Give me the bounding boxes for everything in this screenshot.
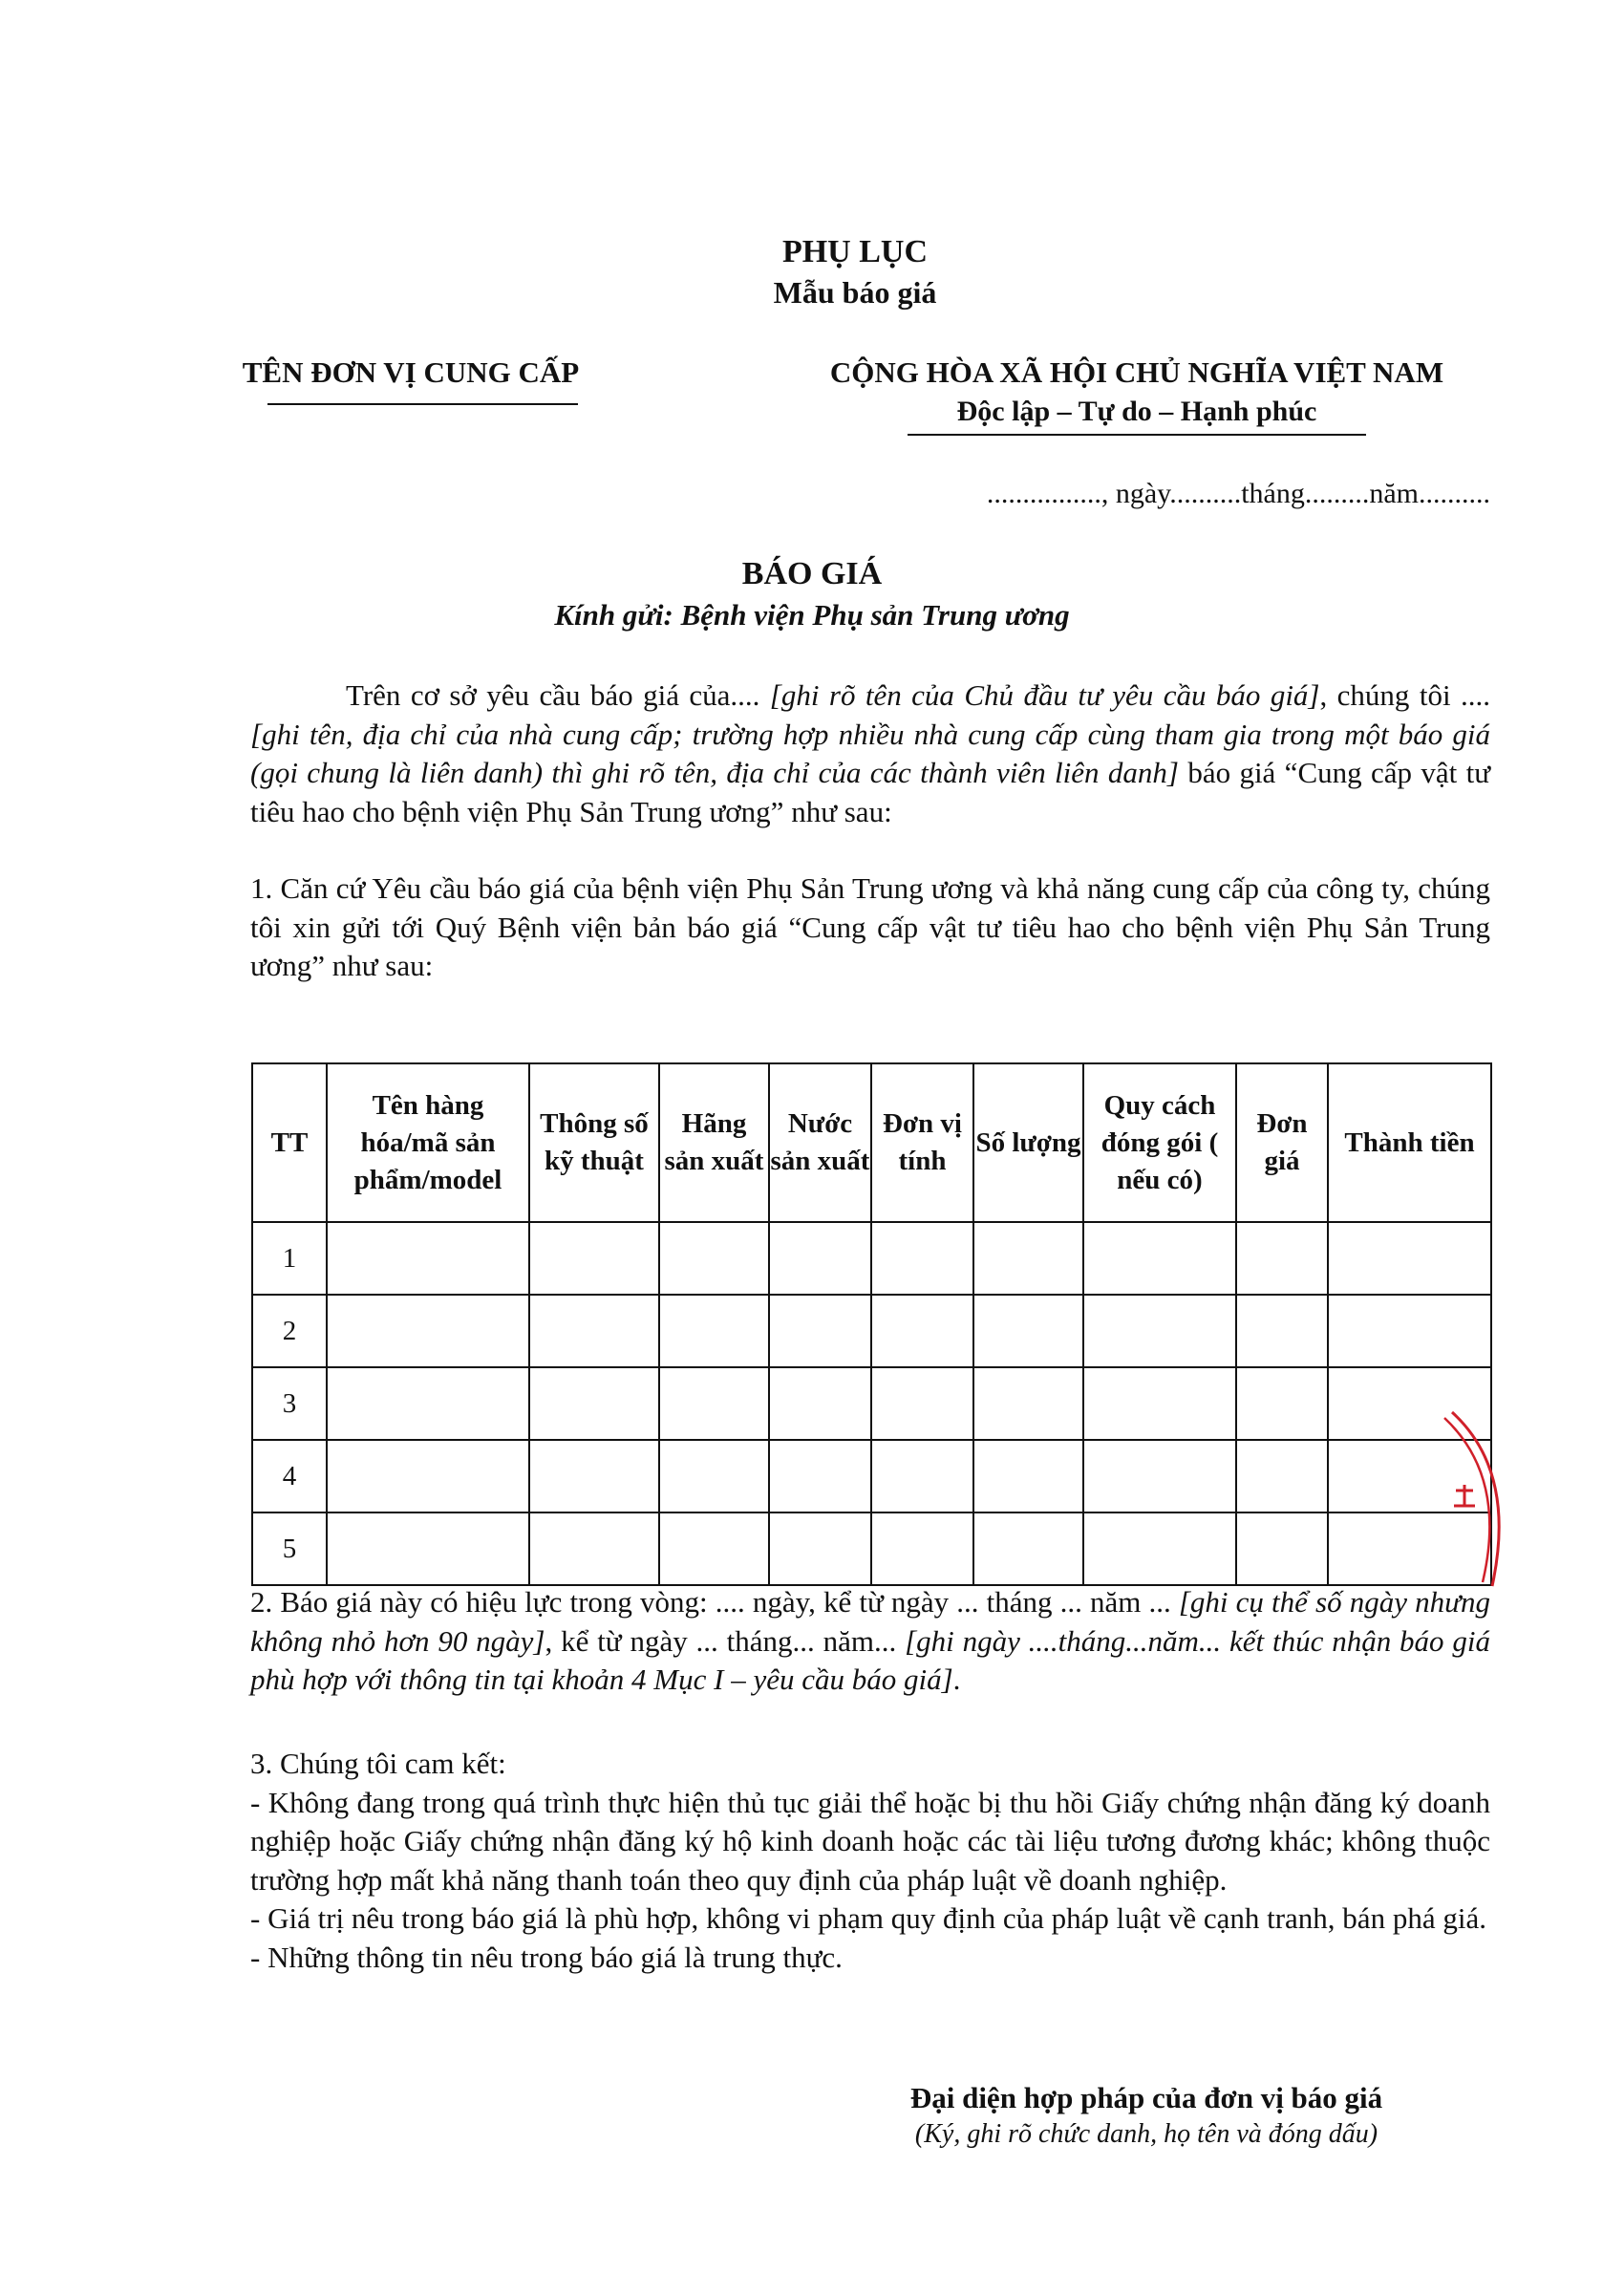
- intro-text-3: báo giá “Cung cấp vật tư tiêu hao cho bệnh viện Phụ Sản Trung ương” như sau:: [250, 756, 1491, 828]
- cell-unit[interactable]: [871, 1367, 973, 1440]
- row-number: 3: [252, 1367, 327, 1440]
- cell-packaging[interactable]: [1083, 1440, 1236, 1512]
- country-name: CỘNG HÒA XÃ HỘI CHỦ NGHĨA VIỆT NAM: [829, 355, 1444, 389]
- cell-manufacturer[interactable]: [659, 1440, 769, 1512]
- validity-text-3: .: [952, 1663, 961, 1696]
- red-seal-stamp-icon: [1433, 1405, 1519, 1596]
- supplier-underline: [267, 403, 578, 405]
- supplier-label: TÊN ĐƠN VỊ CUNG CẤP: [242, 355, 580, 389]
- cell-packaging[interactable]: [1083, 1295, 1236, 1367]
- cell-specs[interactable]: [529, 1367, 659, 1440]
- header-cell-tt: TT: [252, 1063, 327, 1222]
- commitment-item: - Không đang trong quá trình thực hiện thủ tục giải thể hoặc bị thu hồi Giấy chứng nhận đăng ký doanh nghiệp hoặc Giấy chứng nhận đăng ký hộ kinh doanh hoặc các tài liệu tương đương khác; không thuộc trường hợp mất khả năng thanh toán theo quy định của pháp luật về doanh nghiệp.: [250, 1785, 1490, 1897]
- cell-packaging[interactable]: [1083, 1367, 1236, 1440]
- commitments-heading: 3. Chúng tôi cam kết:: [250, 1747, 506, 1780]
- commitment-item: - Những thông tin nêu trong báo giá là trung thực.: [250, 1940, 843, 1974]
- cell-specs[interactable]: [529, 1295, 659, 1367]
- intro-placeholder-supplier: [ghi tên, địa chỉ của nhà cung cấp; trường hợp nhiều nhà cung cấp cùng tham gia trong một báo giá (gọi chung là liên danh) thì ghi rõ tên, địa chỉ của các thành viên liên danh]: [250, 717, 1490, 789]
- recipient-line: Kính gửi: Bệnh viện Phụ sản Trung ương: [554, 598, 1070, 632]
- cell-product-name[interactable]: [327, 1367, 529, 1440]
- header-cell-total: Thành tiền: [1328, 1063, 1491, 1222]
- table-row: [252, 1512, 1491, 1585]
- section-2-paragraph: [250, 1583, 1490, 1700]
- validity-placeholder-date: [ghi ngày ....tháng...năm... kết thúc nhận báo giá phù hợp với thông tin tại khoản 4 Mục I – yêu cầu báo giá]: [250, 1623, 1490, 1696]
- validity-placeholder-days: [ghi cụ thể số ngày nhưng không nhỏ hơn 90 ngày]: [250, 1585, 1490, 1658]
- intro-text-2: , chúng tôi ....: [1319, 678, 1490, 712]
- signature-note: (Ký, ghi rõ chức danh, họ tên và đóng dấu): [914, 2119, 1378, 2149]
- table-header-row: [252, 1063, 1491, 1222]
- cell-manufacturer[interactable]: [659, 1367, 769, 1440]
- header-cell-specs: Thông số kỹ thuật: [529, 1063, 659, 1222]
- cell-unit-price[interactable]: [1236, 1222, 1328, 1295]
- row-number: 4: [252, 1440, 327, 1512]
- cell-unit-price[interactable]: [1236, 1440, 1328, 1512]
- cell-country[interactable]: [769, 1512, 871, 1585]
- signature-title: Đại diện hợp pháp của đơn vị báo giá: [909, 2081, 1383, 2114]
- cell-total[interactable]: [1328, 1295, 1491, 1367]
- intro-placeholder-investor: [ghi rõ tên của Chủ đầu tư yêu cầu báo giá]: [759, 678, 1320, 712]
- cell-unit-price[interactable]: [1236, 1512, 1328, 1585]
- national-motto: Độc lập – Tự do – Hạnh phúc: [956, 396, 1317, 427]
- cell-specs[interactable]: [529, 1222, 659, 1295]
- cell-unit-price[interactable]: [1236, 1367, 1328, 1440]
- cell-manufacturer[interactable]: [659, 1295, 769, 1367]
- appendix-subtitle: Mẫu báo giá: [773, 275, 937, 310]
- quotation-table: [251, 1062, 1492, 1586]
- cell-product-name[interactable]: [327, 1295, 529, 1367]
- cell-unit[interactable]: [871, 1440, 973, 1512]
- cell-total[interactable]: [1328, 1222, 1491, 1295]
- cell-unit[interactable]: [871, 1222, 973, 1295]
- cell-specs[interactable]: [529, 1512, 659, 1585]
- cell-manufacturer[interactable]: [659, 1222, 769, 1295]
- section-3-commitments: [250, 1745, 1490, 1977]
- cell-specs[interactable]: [529, 1440, 659, 1512]
- appendix-title: PHỤ LỤC: [781, 234, 929, 269]
- cell-quantity[interactable]: [973, 1295, 1083, 1367]
- header-cell-quantity: Số lượng: [973, 1063, 1083, 1222]
- table-row: [252, 1222, 1491, 1295]
- header-cell-packaging: Quy cách đóng gói ( nếu có): [1083, 1063, 1236, 1222]
- cell-quantity[interactable]: [973, 1222, 1083, 1295]
- cell-country[interactable]: [769, 1222, 871, 1295]
- cell-product-name[interactable]: [327, 1440, 529, 1512]
- cell-country[interactable]: [769, 1367, 871, 1440]
- row-number: 2: [252, 1295, 327, 1367]
- cell-quantity[interactable]: [973, 1512, 1083, 1585]
- table-row: [252, 1440, 1491, 1512]
- section-1-paragraph: 1. Căn cứ Yêu cầu báo giá của bệnh viện Phụ Sản Trung ương và khả năng cung cấp của công ty, chúng tôi xin gửi tới Quý Bệnh viện bản báo giá “Cung cấp vật tư tiêu hao cho bệnh viện Phụ Sản Trung ương” như sau:: [250, 871, 1490, 982]
- cell-product-name[interactable]: [327, 1222, 529, 1295]
- cell-quantity[interactable]: [973, 1367, 1083, 1440]
- intro-text-1: Trên cơ sở yêu cầu báo giá của....: [346, 678, 760, 712]
- cell-packaging[interactable]: [1083, 1512, 1236, 1585]
- cell-country[interactable]: [769, 1295, 871, 1367]
- header-cell-unit: Đơn vị tính: [871, 1063, 973, 1222]
- motto-underline: [908, 434, 1366, 436]
- cell-quantity[interactable]: [973, 1440, 1083, 1512]
- header-cell-unit-price: Đơn giá: [1236, 1063, 1328, 1222]
- cell-unit[interactable]: [871, 1295, 973, 1367]
- table-row: [252, 1367, 1491, 1440]
- commitment-item: - Giá trị nêu trong báo giá là phù hợp, không vi phạm quy định của pháp luật về cạnh tranh, bán phá giá.: [250, 1901, 1486, 1935]
- row-number: 5: [252, 1512, 327, 1585]
- header-cell-country: Nước sản xuất: [769, 1063, 871, 1222]
- document-title: BÁO GIÁ: [741, 556, 883, 591]
- validity-text-1: 2. Báo giá này có hiệu lực trong vòng: .... ngày, kể từ ngày ... tháng ... năm ...: [250, 1585, 1179, 1619]
- header-cell-manufacturer: Hãng sản xuất: [659, 1063, 769, 1222]
- cell-manufacturer[interactable]: [659, 1512, 769, 1585]
- date-line: ................, ngày..........tháng.........năm..........: [986, 478, 1490, 509]
- cell-packaging[interactable]: [1083, 1222, 1236, 1295]
- table-row: [252, 1295, 1491, 1367]
- row-number: 1: [252, 1222, 327, 1295]
- intro-paragraph: [250, 676, 1490, 831]
- cell-country[interactable]: [769, 1440, 871, 1512]
- cell-unit[interactable]: [871, 1512, 973, 1585]
- header-cell-product-name: Tên hàng hóa/mã sản phẩm/model: [327, 1063, 529, 1222]
- cell-unit-price[interactable]: [1236, 1295, 1328, 1367]
- validity-text-2: , kể từ ngày ... tháng... năm...: [545, 1623, 906, 1658]
- cell-product-name[interactable]: [327, 1512, 529, 1585]
